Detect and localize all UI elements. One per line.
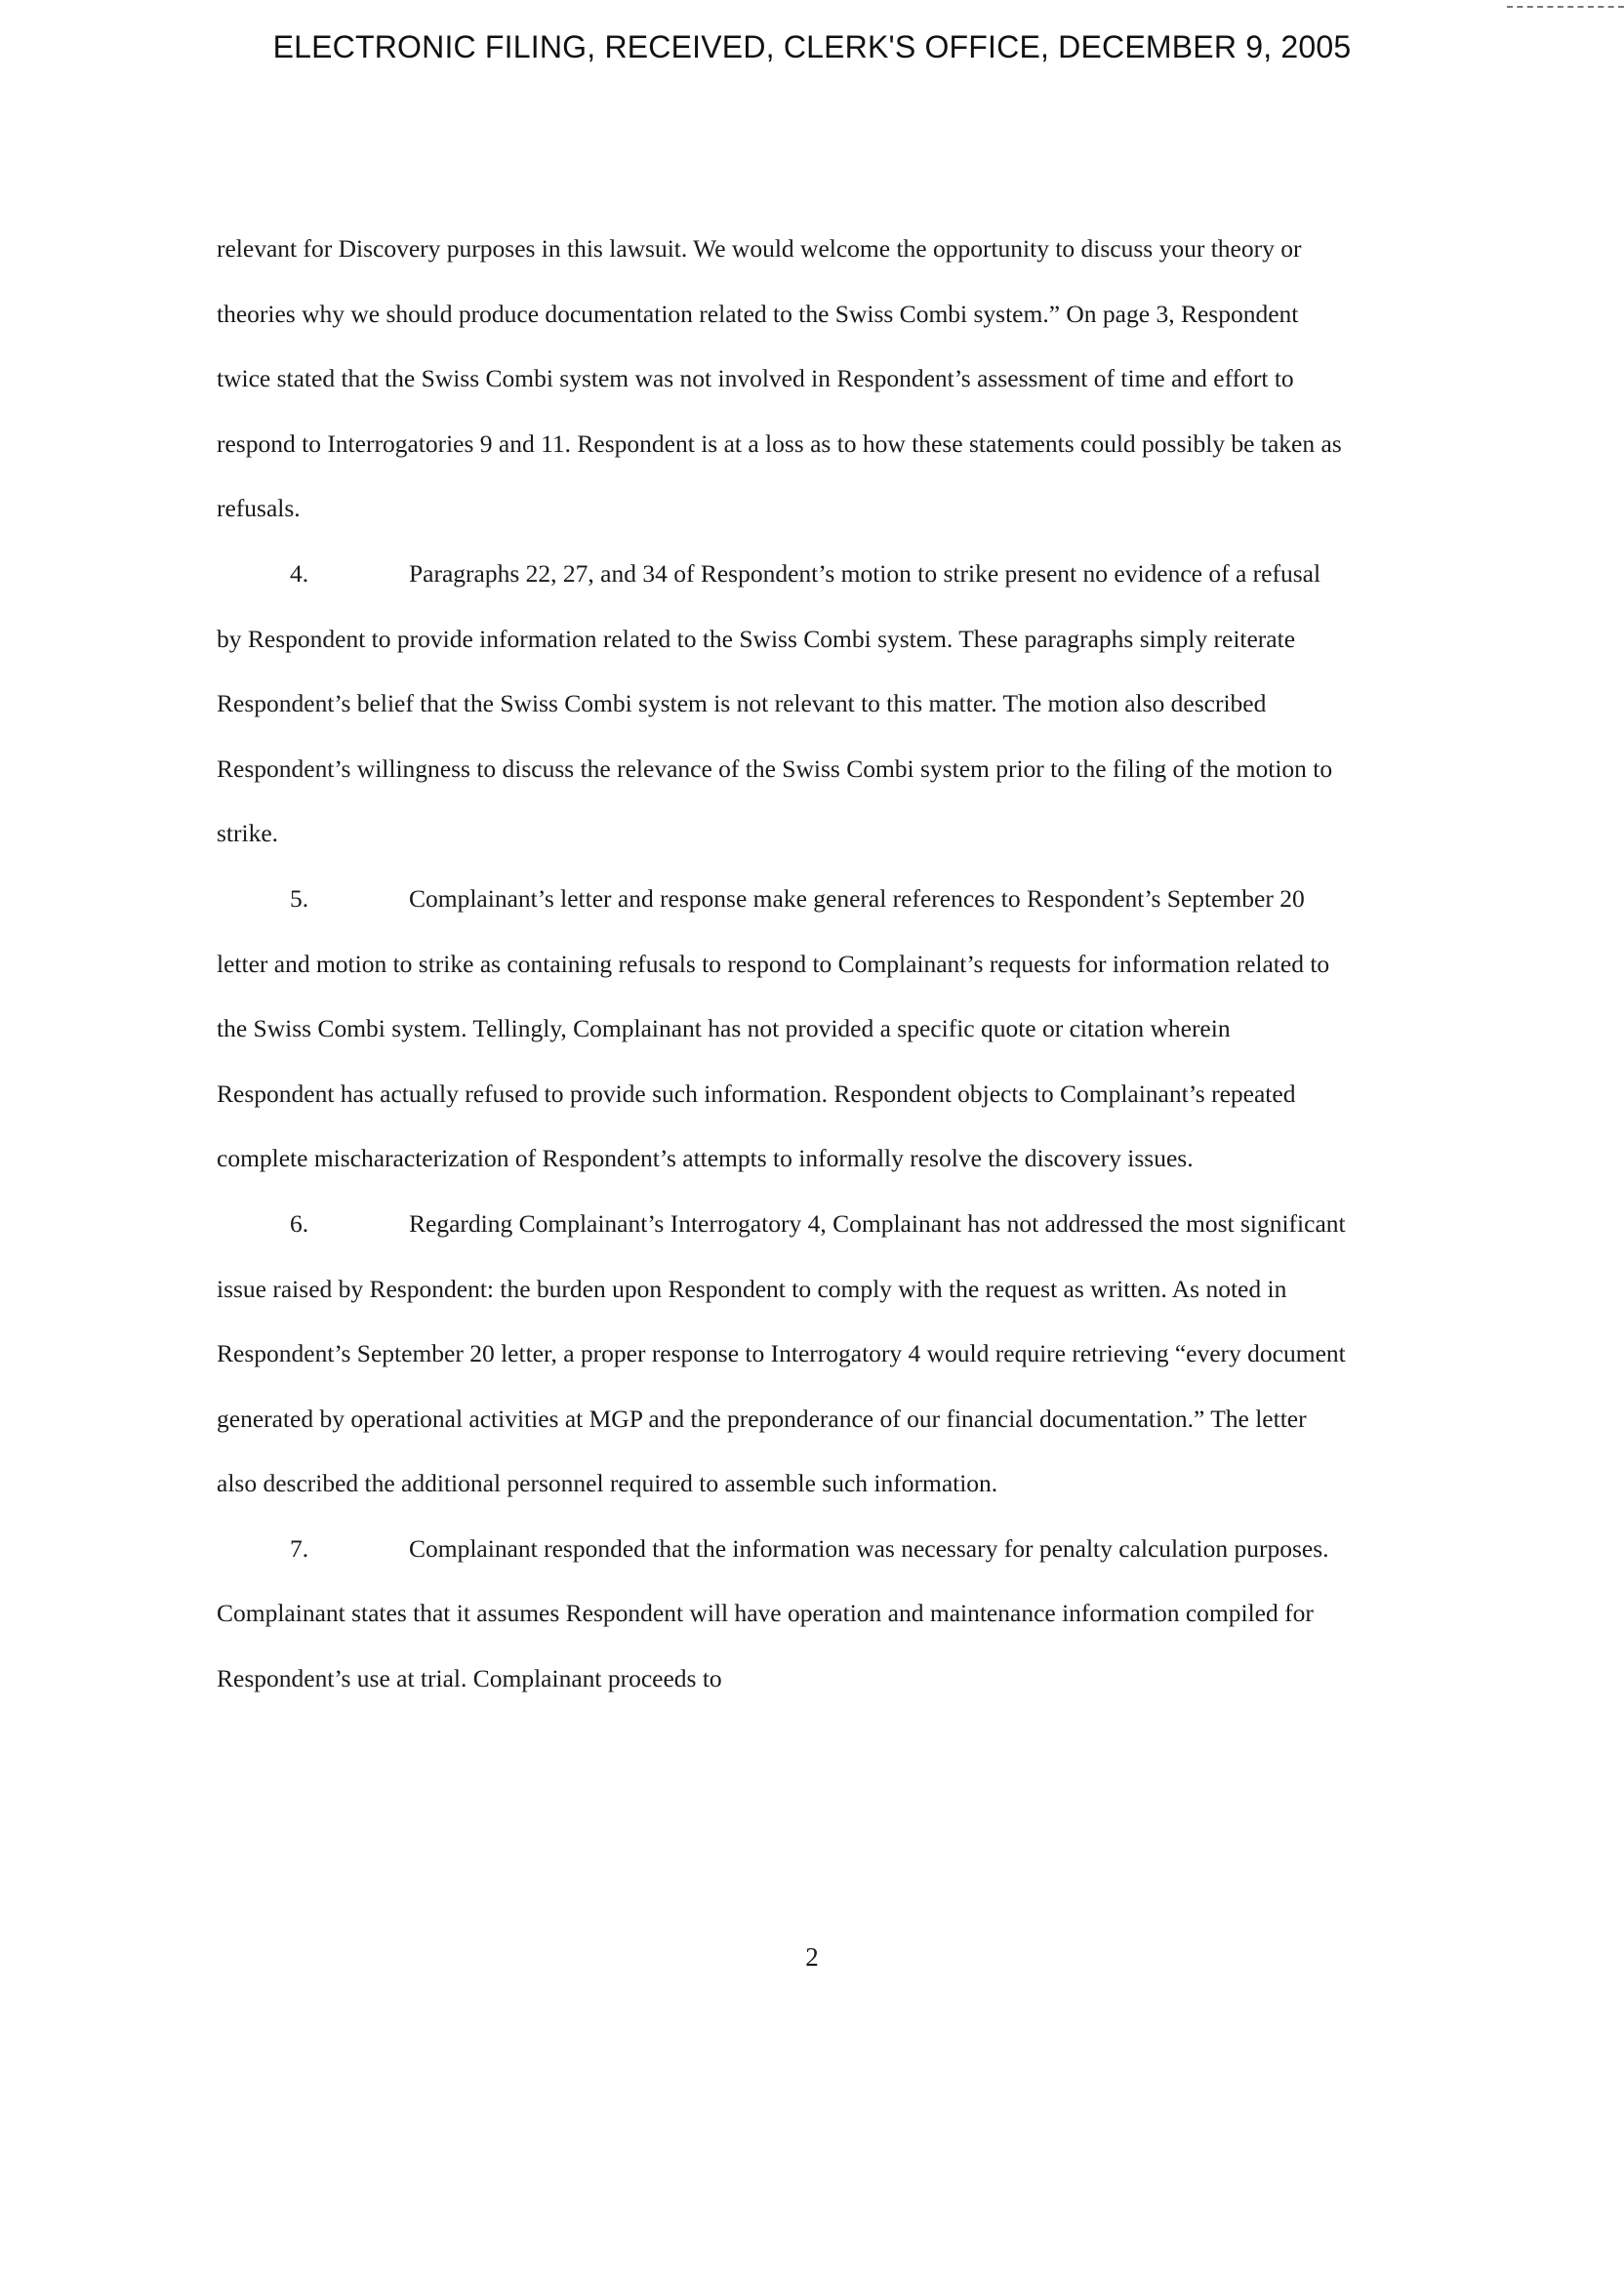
paragraph-text: Paragraphs 22, 27, and 34 of Respondent’s motion to strike present no evidence of a refusal by Respondent to provide information related to the Swiss Combi system. These paragraphs simply reiterate Respondent’s belief that the Swiss Combi system is not relevant to this matter. The motion also described Respondent’s willingness to discuss the relevance of the Swiss Combi system prior to the filing of the motion to strike. — [217, 558, 1333, 848]
paragraph-4 — [217, 542, 1349, 867]
paragraph-text: Regarding Complainant’s Interrogatory 4, Complainant has not addressed the most significant issue raised by Respondent: the burden upon Respondent to comply with the request as written. As noted in Respondent’s September 20 letter, a proper response to Interrogatory 4 would require retrieving “every document generated by operational activities at MGP and the preponderance of our financial documentation.” The letter also described the additional personnel required to assemble such information. — [217, 1208, 1346, 1498]
paragraph-5 — [217, 867, 1349, 1192]
paragraph-number: 5. — [290, 883, 309, 913]
document-body — [217, 217, 1349, 1712]
paragraph-text: Complainant responded that the information was necessary for penalty calculation purposes. Complainant states that it assumes Respondent will have operation and maintenance information compiled for Respondent’s use at trial. Complainant proceeds to — [217, 1533, 1329, 1693]
paragraph-number: 7. — [290, 1533, 309, 1563]
paragraph-7 — [217, 1517, 1349, 1712]
filing-stamp-header: ELECTRONIC FILING, RECEIVED, CLERK'S OFFICE, DECEMBER 9, 2005 — [272, 29, 1352, 64]
paragraph-text: Complainant’s letter and response make general references to Respondent’s September 20 letter and motion to strike as containing refusals to respond to Complainant’s requests for information related to the Swiss Combi system. Tellingly, Complainant has not provided a specific quote or citation wherein Respondent has actually refused to provide such information. Respondent objects to Complainant’s repeated complete mischaracterization of Respondent’s attempts to informally resolve the discovery issues. — [217, 883, 1330, 1173]
intro-paragraph: relevant for Discovery purposes in this lawsuit. We would welcome the opportunity to discuss your theory or theories why we should produce documentation related to the Swiss Combi system.” On page 3, Respondent twice stated that the Swiss Combi system was not involved in Respondent’s assessment of time and effort to respond to Interrogatories 9 and 11. Respondent is at a loss as to how these statements could possibly be taken as refusals. — [217, 234, 1342, 523]
paragraph-number: 4. — [290, 558, 309, 588]
page-number: 2 — [805, 1942, 819, 1972]
paragraph-6 — [217, 1192, 1349, 1517]
scan-corner-mark — [1507, 6, 1624, 8]
paragraph-number: 6. — [290, 1208, 309, 1238]
